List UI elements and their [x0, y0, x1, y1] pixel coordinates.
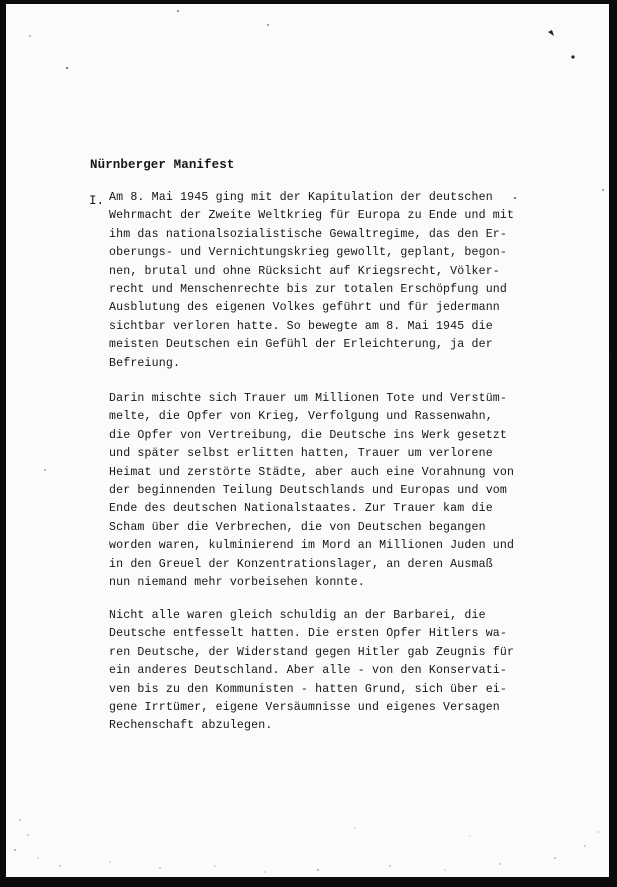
text-line: Nicht alle waren gleich schuldig an der Barbarei, die [109, 609, 486, 622]
text-line: Deutsche entfesselt hatten. Die ersten Opfer Hitlers wa- [109, 627, 508, 641]
text-line: sichtbar verloren hatte. So bewegte am 8. Mai 1945 die [109, 319, 493, 333]
document-page [6, 4, 609, 877]
text-line: in den Greuel der Konzentrationslager, an deren Ausmaß [109, 557, 493, 571]
text-line: oberungs- und Vernichtungskrieg gewollt, geplant, begon- [109, 246, 508, 260]
text-line: die Opfer von Vertreibung, die Deutsche ins Werk gesetzt [109, 428, 508, 442]
text-line: worden waren, kulminierend im Mord an Millionen Juden und [109, 539, 515, 553]
paragraph-2 [109, 390, 579, 592]
text-line: der beginnenden Teilung Deutschlands und Europas und vom [109, 483, 508, 497]
text-line: Scham über die Verbrechen, die von Deutschen begangen [109, 520, 486, 534]
text-line: nun niemand mehr vorbeisehen konnte. [109, 575, 365, 589]
paragraph-1 [109, 189, 579, 373]
text-line: und später selbst erlitten hatten, Trauer um verlorene [109, 447, 493, 461]
text-line: Darin mischte sich Trauer um Millionen Tote und Verstüm- [109, 392, 508, 405]
text-line: Wehrmacht der Zweite Weltkrieg für Europa zu Ende und mit [109, 209, 515, 223]
text-line: ven bis zu den Kommunisten - hatten Grund, sich über ei- [109, 682, 508, 696]
text-line: gene Irrtümer, eigene Versäumnisse und eigenes Versagen [109, 700, 500, 714]
text-line: ein anderes Deutschland. Aber alle - von den Konservati- [109, 664, 508, 678]
text-line: nen, brutal und ohne Rücksicht auf Kriegsrecht, Völker- [109, 264, 500, 278]
text-line: Ende des deutschen Nationalstaates. Zur Trauer kam die [109, 502, 493, 516]
text-line: Heimat und zerstörte Städte, aber auch eine Vorahnung von [109, 465, 515, 479]
section-number: I. [89, 194, 105, 208]
text-line: Rechenschaft abzulegen. [109, 719, 273, 733]
text-line: ihm das nationalsozialistische Gewaltregime, das den Er- [109, 227, 508, 241]
text-line: meisten Deutschen ein Gefühl der Erleichterung, ja der [109, 338, 493, 352]
text-line: Am 8. Mai 1945 ging mit der Kapitulation der deutschen [109, 191, 493, 204]
text-line: Ausblutung des eigenen Volkes geführt und für jedermann [109, 301, 500, 315]
text-line: recht und Menschenrechte bis zur totalen Erschöpfung und [109, 282, 508, 296]
document-title: Nürnberger Manifest [90, 158, 235, 172]
paragraph-3 [109, 607, 579, 736]
text-line: melte, die Opfer von Krieg, Verfolgung und Rassenwahn, [109, 410, 493, 424]
text-line: Befreiung. [109, 356, 181, 370]
text-line: ren Deutsche, der Widerstand gegen Hitler gab Zeugnis für [109, 645, 515, 659]
